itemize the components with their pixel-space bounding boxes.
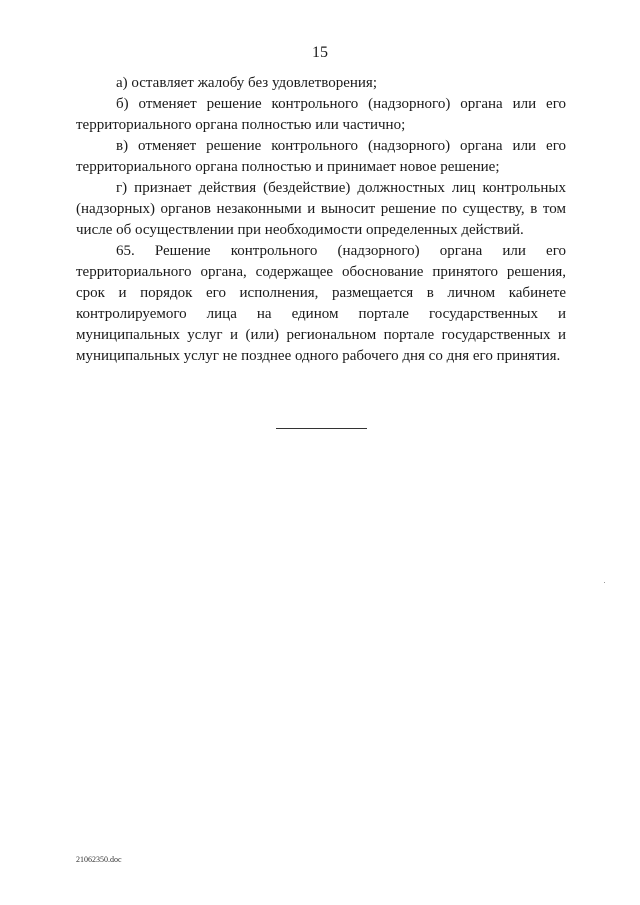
page-number: 15 — [312, 44, 328, 61]
paragraph-g: г) признает действия (бездействие) должностных лиц контрольных (надзорных) органов незаконными и выносит решение по существу, в том числе об осуществлении при необходимости определенных действий. — [76, 180, 566, 238]
footer-filename: 21062350.doc — [76, 855, 122, 864]
paragraph-v: в) отменяет решение контрольного (надзорного) органа или его территориального органа полностью и принимает новое решение; — [76, 138, 566, 175]
paragraph-65: 65. Решение контрольного (надзорного) органа или его территориального органа, содержащее обоснование принятого решения, срок и порядок его исполнения, размещается в личном кабинете контролируемого лица на едином портале государственных и муниципальных услуг и (или) региональном портале государственных и муниципальных услуг не позднее одного рабочего дня со дня его принятия. — [76, 243, 566, 364]
document-body — [76, 73, 566, 367]
scan-artifact-dot — [604, 582, 605, 583]
paragraph-b: б) отменяет решение контрольного (надзорного) органа или его территориального органа полностью или частично; — [76, 96, 566, 133]
end-divider-line — [276, 428, 367, 429]
paragraph-a: а) оставляет жалобу без удовлетворения; — [116, 75, 377, 91]
